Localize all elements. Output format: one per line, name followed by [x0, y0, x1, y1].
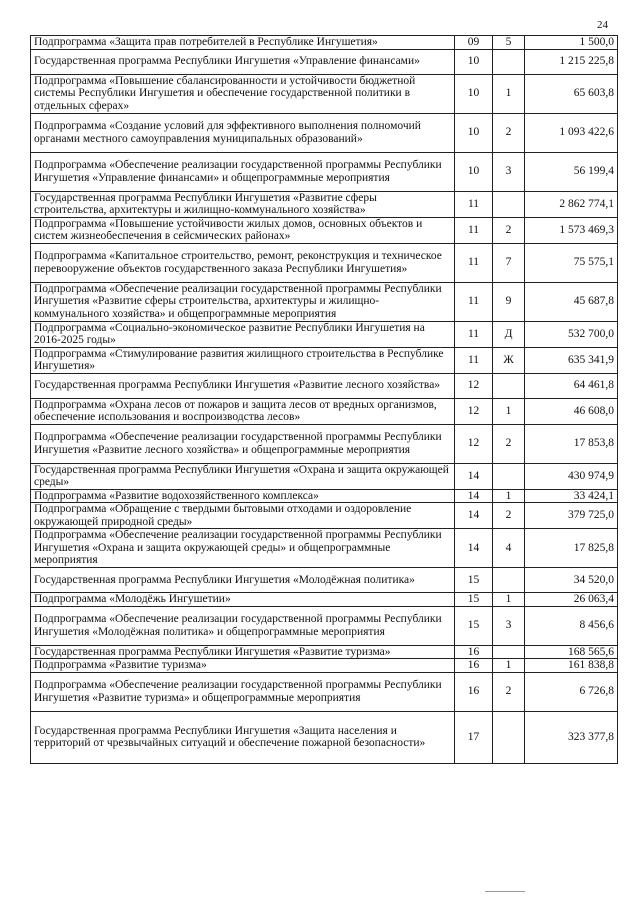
budget-table [30, 35, 618, 764]
table-row [31, 606, 618, 645]
amount: 1 573 469,3 [525, 217, 618, 243]
table-row [31, 711, 618, 763]
subprogram-code: 9 [493, 282, 525, 321]
row-name: Подпрограмма «Обращение с твердыми бытовыми отходами и оздоровление окружающей природной среды» [31, 503, 455, 529]
subprogram-code [493, 463, 525, 489]
subprogram-code: Ж [493, 347, 525, 373]
amount: 64 461,8 [525, 373, 618, 398]
program-code: 10 [455, 113, 493, 152]
program-code: 10 [455, 49, 493, 74]
row-name: Государственная программа Республики Ингушетия «Защита населения и территорий от чрезвычайных ситуаций и обеспечение пожарной безопасности» [31, 711, 455, 763]
table-row [31, 347, 618, 373]
table-row [31, 373, 618, 398]
program-code: 15 [455, 568, 493, 593]
row-name: Подпрограмма «Социально-экономическое развитие Республики Ингушетия на 2016-2025 годы» [31, 321, 455, 347]
amount: 532 700,0 [525, 321, 618, 347]
table-row [31, 113, 618, 152]
amount: 34 520,0 [525, 568, 618, 593]
subprogram-code: 1 [493, 74, 525, 113]
row-name: Государственная программа Республики Ингушетия «Развитие сферы строительства, архитектуры и жилищно-коммунального хозяйства» [31, 191, 455, 217]
subprogram-code [493, 568, 525, 593]
table-row [31, 503, 618, 529]
scan-artifact [485, 891, 525, 892]
row-name: Государственная программа Республики Ингушетия «Развитие туризма» [31, 645, 455, 659]
subprogram-code: 2 [493, 672, 525, 711]
row-name: Подпрограмма «Обеспечение реализации государственной программы Республики Ингушетия «Развитие сферы строительства, архитектуры и жилищно-коммунального хозяйства» и общепрограммные мероприятия [31, 282, 455, 321]
amount: 33 424,1 [525, 489, 618, 503]
program-code: 16 [455, 672, 493, 711]
table-row [31, 672, 618, 711]
amount: 46 608,0 [525, 398, 618, 424]
row-name: Подпрограмма «Повышение устойчивости жилых домов, основных объектов и систем жизнеобеспечения в сейсмических районах» [31, 217, 455, 243]
program-code: 11 [455, 243, 493, 282]
amount: 1 215 225,8 [525, 49, 618, 74]
row-name: Подпрограмма «Капитальное строительство, ремонт, реконструкция и техническое перевооружение объектов государственного заказа Республики Ингушетия» [31, 243, 455, 282]
amount: 65 603,8 [525, 74, 618, 113]
table-row [31, 152, 618, 191]
program-code: 14 [455, 489, 493, 503]
program-code: 15 [455, 606, 493, 645]
subprogram-code: 1 [493, 593, 525, 607]
amount: 75 575,1 [525, 243, 618, 282]
row-name: Государственная программа Республики Ингушетия «Молодёжная политика» [31, 568, 455, 593]
table-row [31, 593, 618, 607]
row-name: Государственная программа Республики Ингушетия «Управление финансами» [31, 49, 455, 74]
program-code: 12 [455, 373, 493, 398]
amount: 56 199,4 [525, 152, 618, 191]
subprogram-code: 7 [493, 243, 525, 282]
subprogram-code [493, 49, 525, 74]
amount: 323 377,8 [525, 711, 618, 763]
row-name: Подпрограмма «Развитие туризма» [31, 659, 455, 673]
program-code: 14 [455, 529, 493, 568]
program-code: 11 [455, 217, 493, 243]
amount: 1 093 422,6 [525, 113, 618, 152]
subprogram-code: 2 [493, 217, 525, 243]
amount: 430 974,9 [525, 463, 618, 489]
subprogram-code: 3 [493, 606, 525, 645]
table-row [31, 282, 618, 321]
subprogram-code [493, 191, 525, 217]
amount: 6 726,8 [525, 672, 618, 711]
table-row [31, 489, 618, 503]
program-code: 12 [455, 424, 493, 463]
subprogram-code: 2 [493, 424, 525, 463]
program-code: 12 [455, 398, 493, 424]
amount: 45 687,8 [525, 282, 618, 321]
table-row [31, 74, 618, 113]
row-name: Подпрограмма «Обеспечение реализации государственной программы Республики Ингушетия «Развитие лесного хозяйства» и общепрограммные мероприятия [31, 424, 455, 463]
row-name: Подпрограмма «Обеспечение реализации государственной программы Республики Ингушетия «Управление финансами» и общепрограммные мероприятия [31, 152, 455, 191]
row-name: Подпрограмма «Охрана лесов от пожаров и защита лесов от вредных организмов, обеспечение использования и воспроизводства лесов» [31, 398, 455, 424]
table-row [31, 191, 618, 217]
amount: 17 853,8 [525, 424, 618, 463]
subprogram-code: 2 [493, 503, 525, 529]
row-name: Подпрограмма «Развитие водохозяйственного комплекса» [31, 489, 455, 503]
subprogram-code: 2 [493, 113, 525, 152]
amount: 8 456,6 [525, 606, 618, 645]
program-code: 11 [455, 282, 493, 321]
program-code: 14 [455, 503, 493, 529]
program-code: 10 [455, 152, 493, 191]
program-code: 11 [455, 321, 493, 347]
row-name: Подпрограмма «Обеспечение реализации государственной программы Республики Ингушетия «Молодёжная политика» и общепрограммные мероприятия [31, 606, 455, 645]
row-name: Подпрограмма «Стимулирование развития жилищного строительства в Республике Ингушетия» [31, 347, 455, 373]
program-code: 16 [455, 645, 493, 659]
table-row [31, 529, 618, 568]
program-code: 11 [455, 347, 493, 373]
table-row [31, 568, 618, 593]
amount: 17 825,8 [525, 529, 618, 568]
page-number: 24 [597, 19, 608, 31]
table-row [31, 321, 618, 347]
program-code: 14 [455, 463, 493, 489]
table-row [31, 463, 618, 489]
row-name: Подпрограмма «Молодёжь Ингушетии» [31, 593, 455, 607]
program-code: 10 [455, 74, 493, 113]
subprogram-code: 4 [493, 529, 525, 568]
row-name: Государственная программа Республики Ингушетия «Развитие лесного хозяйства» [31, 373, 455, 398]
subprogram-code: 3 [493, 152, 525, 191]
table-row [31, 49, 618, 74]
row-name: Подпрограмма «Повышение сбалансированности и устойчивости бюджетной системы Республики Ингушетия и обеспечение государственной политики в отдельных сферах» [31, 74, 455, 113]
row-name: Подпрограмма «Создание условий для эффективного выполнения полномочий органами местного самоуправления муниципальных образований» [31, 113, 455, 152]
subprogram-code: 1 [493, 398, 525, 424]
subprogram-code [493, 711, 525, 763]
table-row [31, 424, 618, 463]
amount: 379 725,0 [525, 503, 618, 529]
subprogram-code: Д [493, 321, 525, 347]
table-row [31, 398, 618, 424]
program-code: 15 [455, 593, 493, 607]
subprogram-code: 5 [493, 36, 525, 50]
amount: 161 838,8 [525, 659, 618, 673]
amount: 635 341,9 [525, 347, 618, 373]
amount: 1 500,0 [525, 36, 618, 50]
table-row [31, 645, 618, 659]
amount: 2 862 774,1 [525, 191, 618, 217]
table-row [31, 36, 618, 50]
amount: 26 063,4 [525, 593, 618, 607]
row-name: Государственная программа Республики Ингушетия «Охрана и защита окружающей среды» [31, 463, 455, 489]
program-code: 16 [455, 659, 493, 673]
subprogram-code [493, 645, 525, 659]
program-code: 11 [455, 191, 493, 217]
table-row [31, 217, 618, 243]
row-name: Подпрограмма «Обеспечение реализации государственной программы Республики Ингушетия «Развитие туризма» и общепрограммные мероприятия [31, 672, 455, 711]
subprogram-code: 1 [493, 659, 525, 673]
program-code: 09 [455, 36, 493, 50]
budget-table-body [31, 36, 618, 764]
program-code: 17 [455, 711, 493, 763]
subprogram-code [493, 373, 525, 398]
table-row [31, 243, 618, 282]
table-row [31, 659, 618, 673]
row-name: Подпрограмма «Защита прав потребителей в Республике Ингушетия» [31, 36, 455, 50]
row-name: Подпрограмма «Обеспечение реализации государственной программы Республики Ингушетия «Охрана и защита окружающей среды» и общепрограммные мероприятия [31, 529, 455, 568]
subprogram-code: 1 [493, 489, 525, 503]
amount: 168 565,6 [525, 645, 618, 659]
